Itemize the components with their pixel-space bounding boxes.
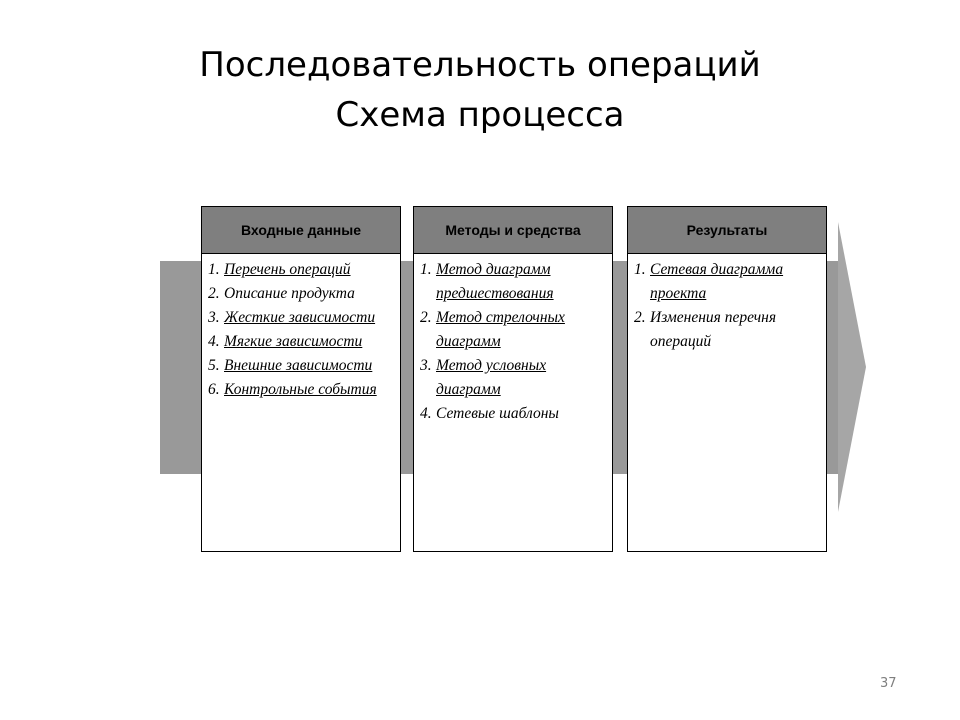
list-item-number: 4.: [208, 333, 220, 350]
column-header-inputs: Входные данные: [202, 207, 400, 254]
slide-title-line-2: Схема процесса: [335, 95, 625, 135]
list-item-text: Жесткие зависимости: [224, 309, 376, 326]
list-item-text: Сетевая диаграмма проекта: [650, 261, 784, 302]
list-item-number: 1.: [208, 261, 220, 278]
methods-list: [414, 254, 612, 426]
list-item-text: Метод условных диаграмм: [436, 357, 547, 398]
slide-title: [0, 40, 960, 140]
list-item-number: 3.: [208, 309, 220, 326]
page-number: 37: [880, 676, 897, 691]
process-arrow-head: [838, 222, 868, 512]
list-item-text: Контрольные события: [224, 381, 377, 398]
results-list: [628, 254, 826, 354]
list-item-number: 6.: [208, 381, 220, 398]
list-item: [418, 258, 608, 306]
list-item-number: 2.: [420, 309, 432, 326]
list-item: [418, 402, 608, 426]
list-item-number: 2.: [634, 309, 646, 326]
list-item: [206, 282, 396, 306]
list-item: [632, 258, 822, 306]
column-methods: [413, 206, 613, 552]
list-item: [418, 306, 608, 354]
list-item-text: Метод стрелочных диаграмм: [436, 309, 565, 350]
slide-title-line-1: Последовательность операций: [199, 45, 761, 85]
list-item: [206, 354, 396, 378]
list-item-number: 5.: [208, 357, 220, 374]
list-item-number: 1.: [420, 261, 432, 278]
list-item-text: Сетевые шаблоны: [436, 405, 559, 422]
list-item-text: Изменения перечня операций: [650, 309, 777, 350]
list-item-number: 4.: [420, 405, 432, 422]
list-item-number: 1.: [634, 261, 646, 278]
list-item-number: 2.: [208, 285, 220, 302]
list-item: [632, 306, 822, 354]
column-header-methods: Методы и средства: [414, 207, 612, 254]
list-item: [206, 306, 396, 330]
column-inputs: [201, 206, 401, 552]
list-item: [206, 258, 396, 282]
list-item-text: Внешние зависимости: [224, 357, 373, 374]
column-header-results: Результаты: [628, 207, 826, 254]
column-results: [627, 206, 827, 552]
list-item-text: Мягкие зависимости: [224, 333, 363, 350]
inputs-list: [202, 254, 400, 402]
list-item-text: Перечень операций: [224, 261, 351, 278]
list-item: [418, 354, 608, 402]
list-item: [206, 378, 396, 402]
list-item-text: Метод диаграмм предшествования: [436, 261, 554, 302]
list-item-text: Описание продукта: [224, 285, 355, 302]
list-item-number: 3.: [420, 357, 432, 374]
list-item: [206, 330, 396, 354]
